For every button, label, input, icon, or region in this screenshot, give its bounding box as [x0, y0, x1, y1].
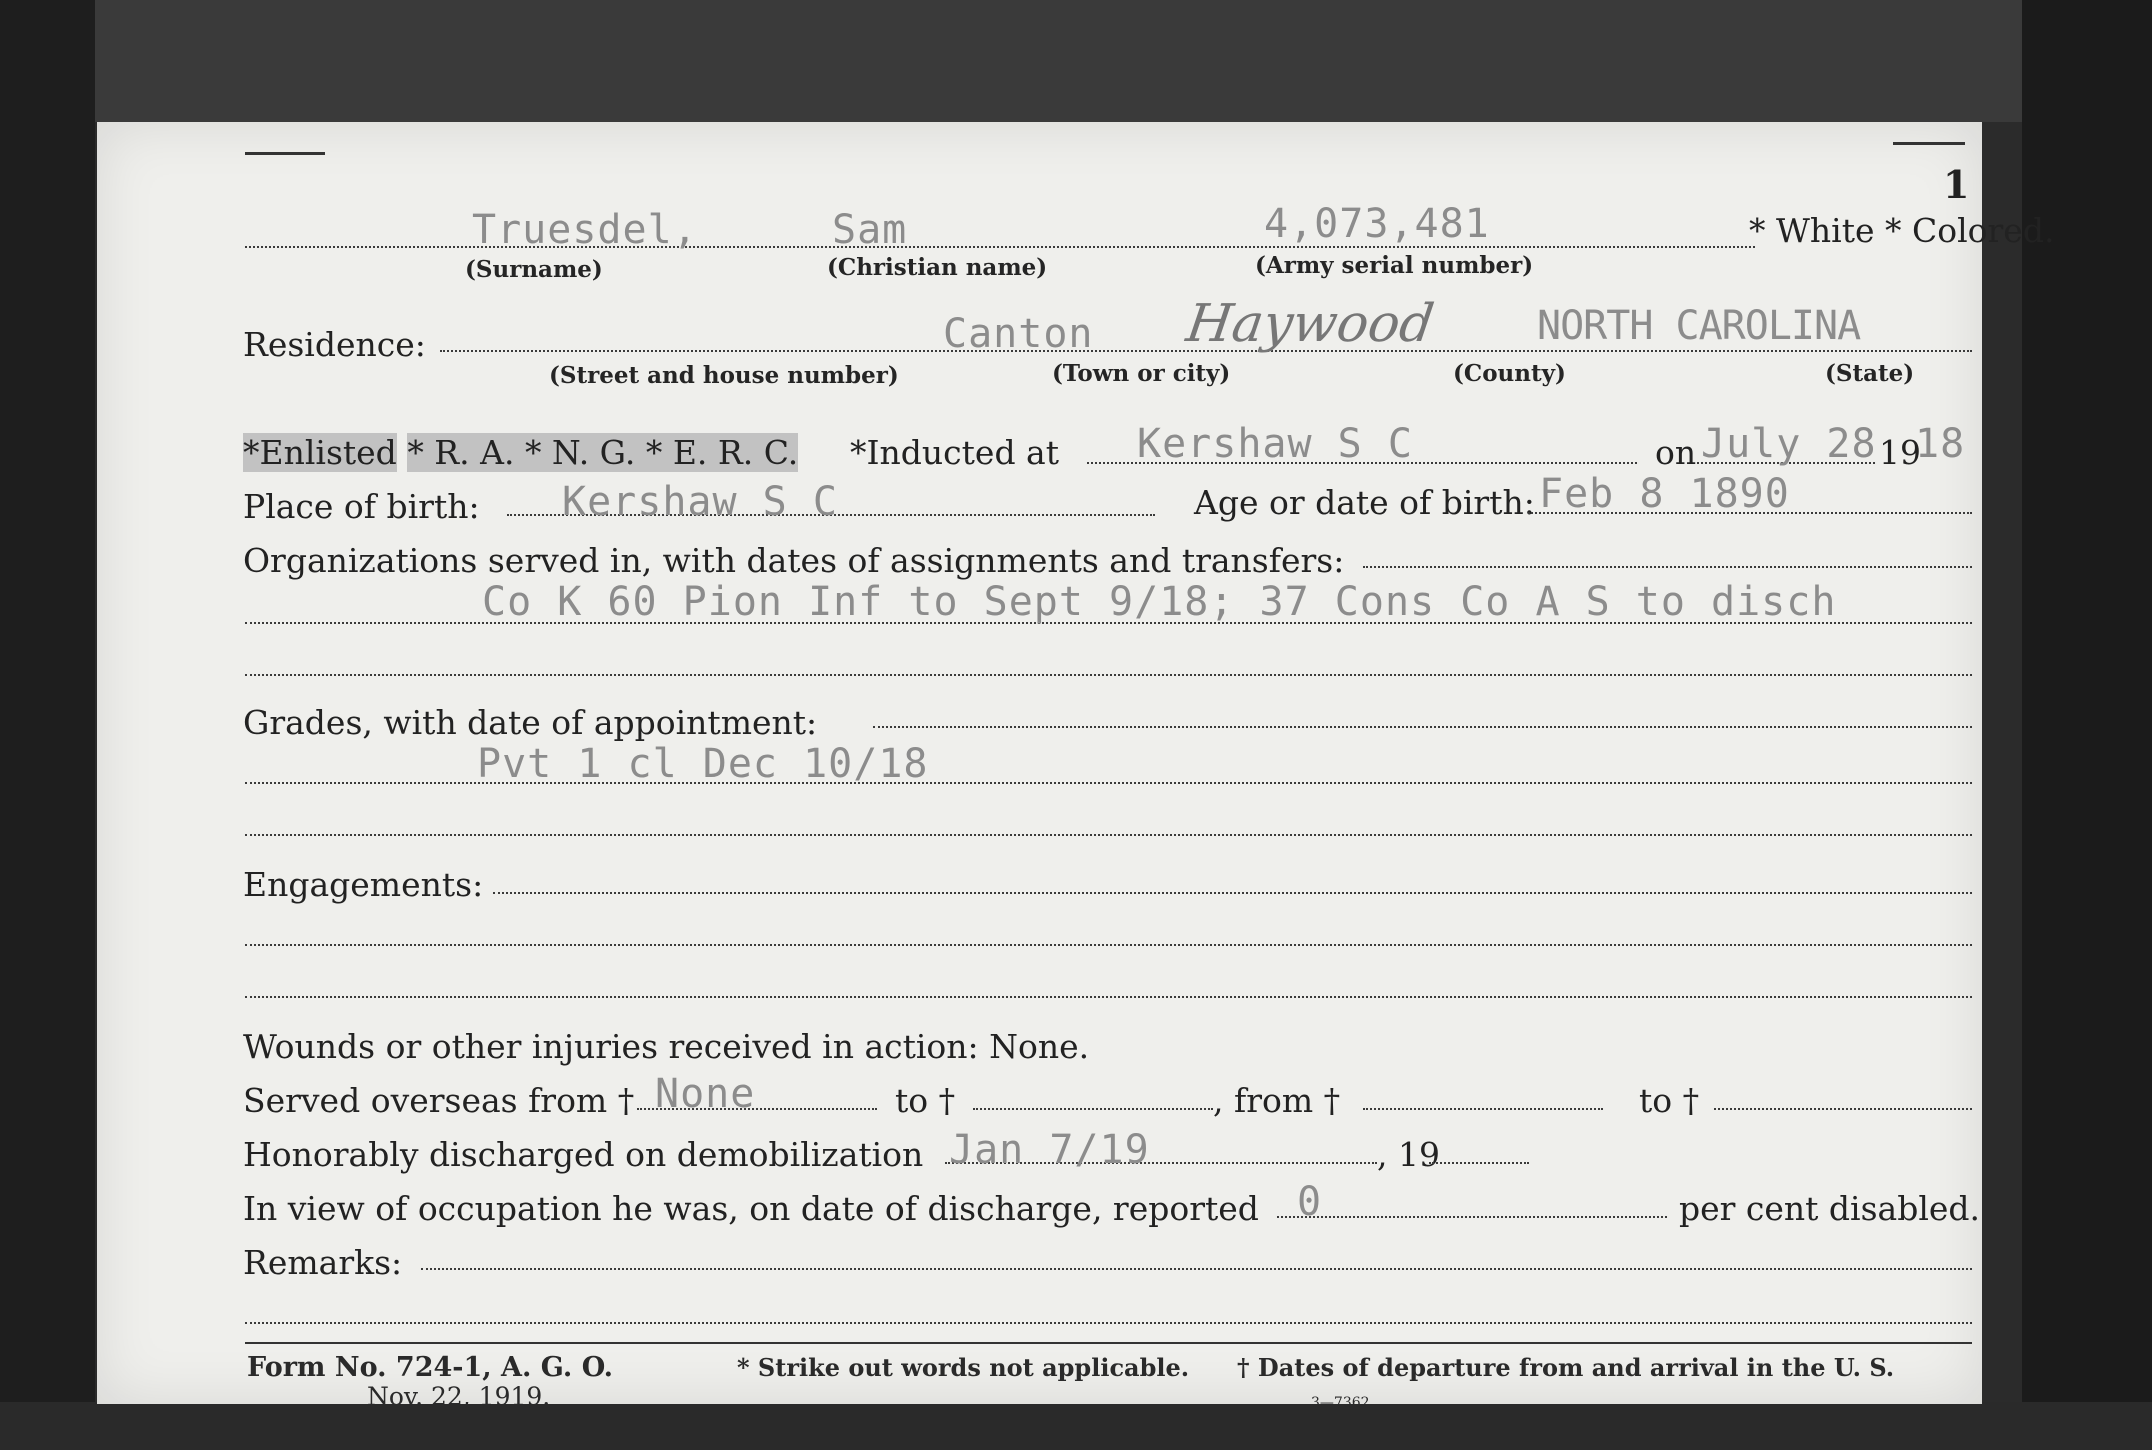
remarks-label: Remarks: [243, 1243, 403, 1282]
place-of-birth-label: Place of birth: [243, 487, 480, 526]
inducted-at-label: *Inducted at [850, 433, 1059, 472]
engagements-line-2 [245, 944, 1972, 946]
overseas-to2-label: to † [1639, 1081, 1700, 1120]
residence-state-value: NORTH CAROLINA [1537, 303, 1861, 349]
age-label: Age or date of birth: [1194, 483, 1535, 522]
scan-background-left [0, 0, 95, 1450]
remarks-line-1 [421, 1268, 1972, 1270]
inducted-at-value: Kershaw S C [1137, 421, 1413, 467]
induction-year-prefix: 19 [1879, 433, 1921, 472]
residence-town-value: Canton [943, 311, 1094, 357]
surname-value: Truesdel, [472, 207, 698, 253]
wounds-value: None. [989, 1027, 1090, 1066]
grades-line-3 [245, 834, 1972, 836]
surname-caption: (Surname) [465, 256, 603, 283]
wounds-label [243, 1027, 1090, 1066]
strike-note: * Strike out words not applicable. [737, 1353, 1190, 1382]
dates-note: † Dates of departure from and arrival in the U. S. [1237, 1353, 1895, 1382]
residence-label: Residence: [243, 325, 426, 364]
town-caption: (Town or city) [1052, 360, 1231, 387]
discharge-label: Honorably discharged on demobilization [243, 1135, 924, 1174]
induction-status-options [243, 433, 799, 472]
overseas-to-label: to † [895, 1081, 956, 1120]
residence-county-value: Haywood [1182, 294, 1438, 354]
enlisted-label: *Enlisted [243, 433, 397, 472]
organizations-label: Organizations served in, with dates of assignments and transfers: [243, 541, 1345, 580]
scan-background-top [0, 0, 2152, 122]
christian-name-caption: (Christian name) [827, 254, 1048, 281]
state-caption: (State) [1825, 360, 1915, 387]
grades-line-2 [245, 782, 1972, 784]
grades-label: Grades, with date of appointment: [243, 703, 818, 742]
card-number: 1 [1943, 162, 1970, 207]
county-caption: (County) [1453, 360, 1566, 387]
overseas-to2-line [1714, 1108, 1972, 1110]
disability-label: In view of occupation he was, on date of discharge, reported [243, 1189, 1259, 1228]
engagements-label: Engagements: [243, 865, 484, 904]
organizations-entry: Co K 60 Pion Inf to Sept 9/18; 37 Cons Co A S to disch [482, 579, 1837, 625]
form-number: Form No. 724-1, A. G. O. [247, 1352, 614, 1383]
discharge-year-line [1429, 1162, 1529, 1164]
on-label: on [1655, 433, 1697, 472]
christian-name-value: Sam [832, 207, 908, 253]
footer-rule [245, 1342, 1972, 1344]
grades-entry: Pvt 1 cl Dec 10/18 [477, 741, 929, 787]
street-caption: (Street and house number) [549, 362, 899, 389]
service-branch-options: * R. A. * N. G. * E. R. C. [407, 433, 799, 472]
printer-mark: 3—7362 [1311, 1395, 1370, 1411]
disability-line [1277, 1216, 1667, 1218]
overseas-from2-line [1363, 1108, 1603, 1110]
wounds-label-text: Wounds or other injuries received in action: [243, 1027, 979, 1066]
organizations-line-1 [1363, 566, 1972, 568]
overseas-to-line [973, 1108, 1213, 1110]
disability-suffix: per cent disabled. [1679, 1189, 1981, 1228]
overseas-from-value: None [655, 1071, 756, 1117]
served-overseas-label: Served overseas from † [243, 1081, 635, 1120]
overseas-from2-label: , from † [1213, 1081, 1341, 1120]
serial-number-caption: (Army serial number) [1255, 252, 1534, 279]
disability-value: 0 [1297, 1179, 1323, 1225]
place-of-birth-value: Kershaw S C [562, 479, 838, 525]
remarks-line-2 [245, 1322, 1972, 1324]
induction-year-value: 18 [1915, 421, 1966, 467]
corner-rule-left [245, 152, 325, 155]
discharge-year-label: , 19 [1377, 1135, 1440, 1174]
engagements-line-3 [245, 996, 1972, 998]
induction-date-value: July 28 [1701, 421, 1877, 467]
form-date: Nov. 22, 1919. [367, 1382, 551, 1411]
grades-line-1 [873, 726, 1972, 728]
corner-rule-right [1893, 142, 1965, 145]
discharge-date-value: Jan 7/19 [949, 1127, 1150, 1173]
engagements-line-1 [493, 892, 1972, 894]
serial-number-value: 4,073,481 [1264, 201, 1490, 247]
birth-date-value: Feb 8 1890 [1539, 471, 1790, 517]
service-record-card [97, 122, 2055, 1411]
organizations-line-3 [245, 674, 1972, 676]
race-options: * White * Colored. [1749, 211, 2055, 250]
scan-background-bottom [0, 1402, 2152, 1450]
